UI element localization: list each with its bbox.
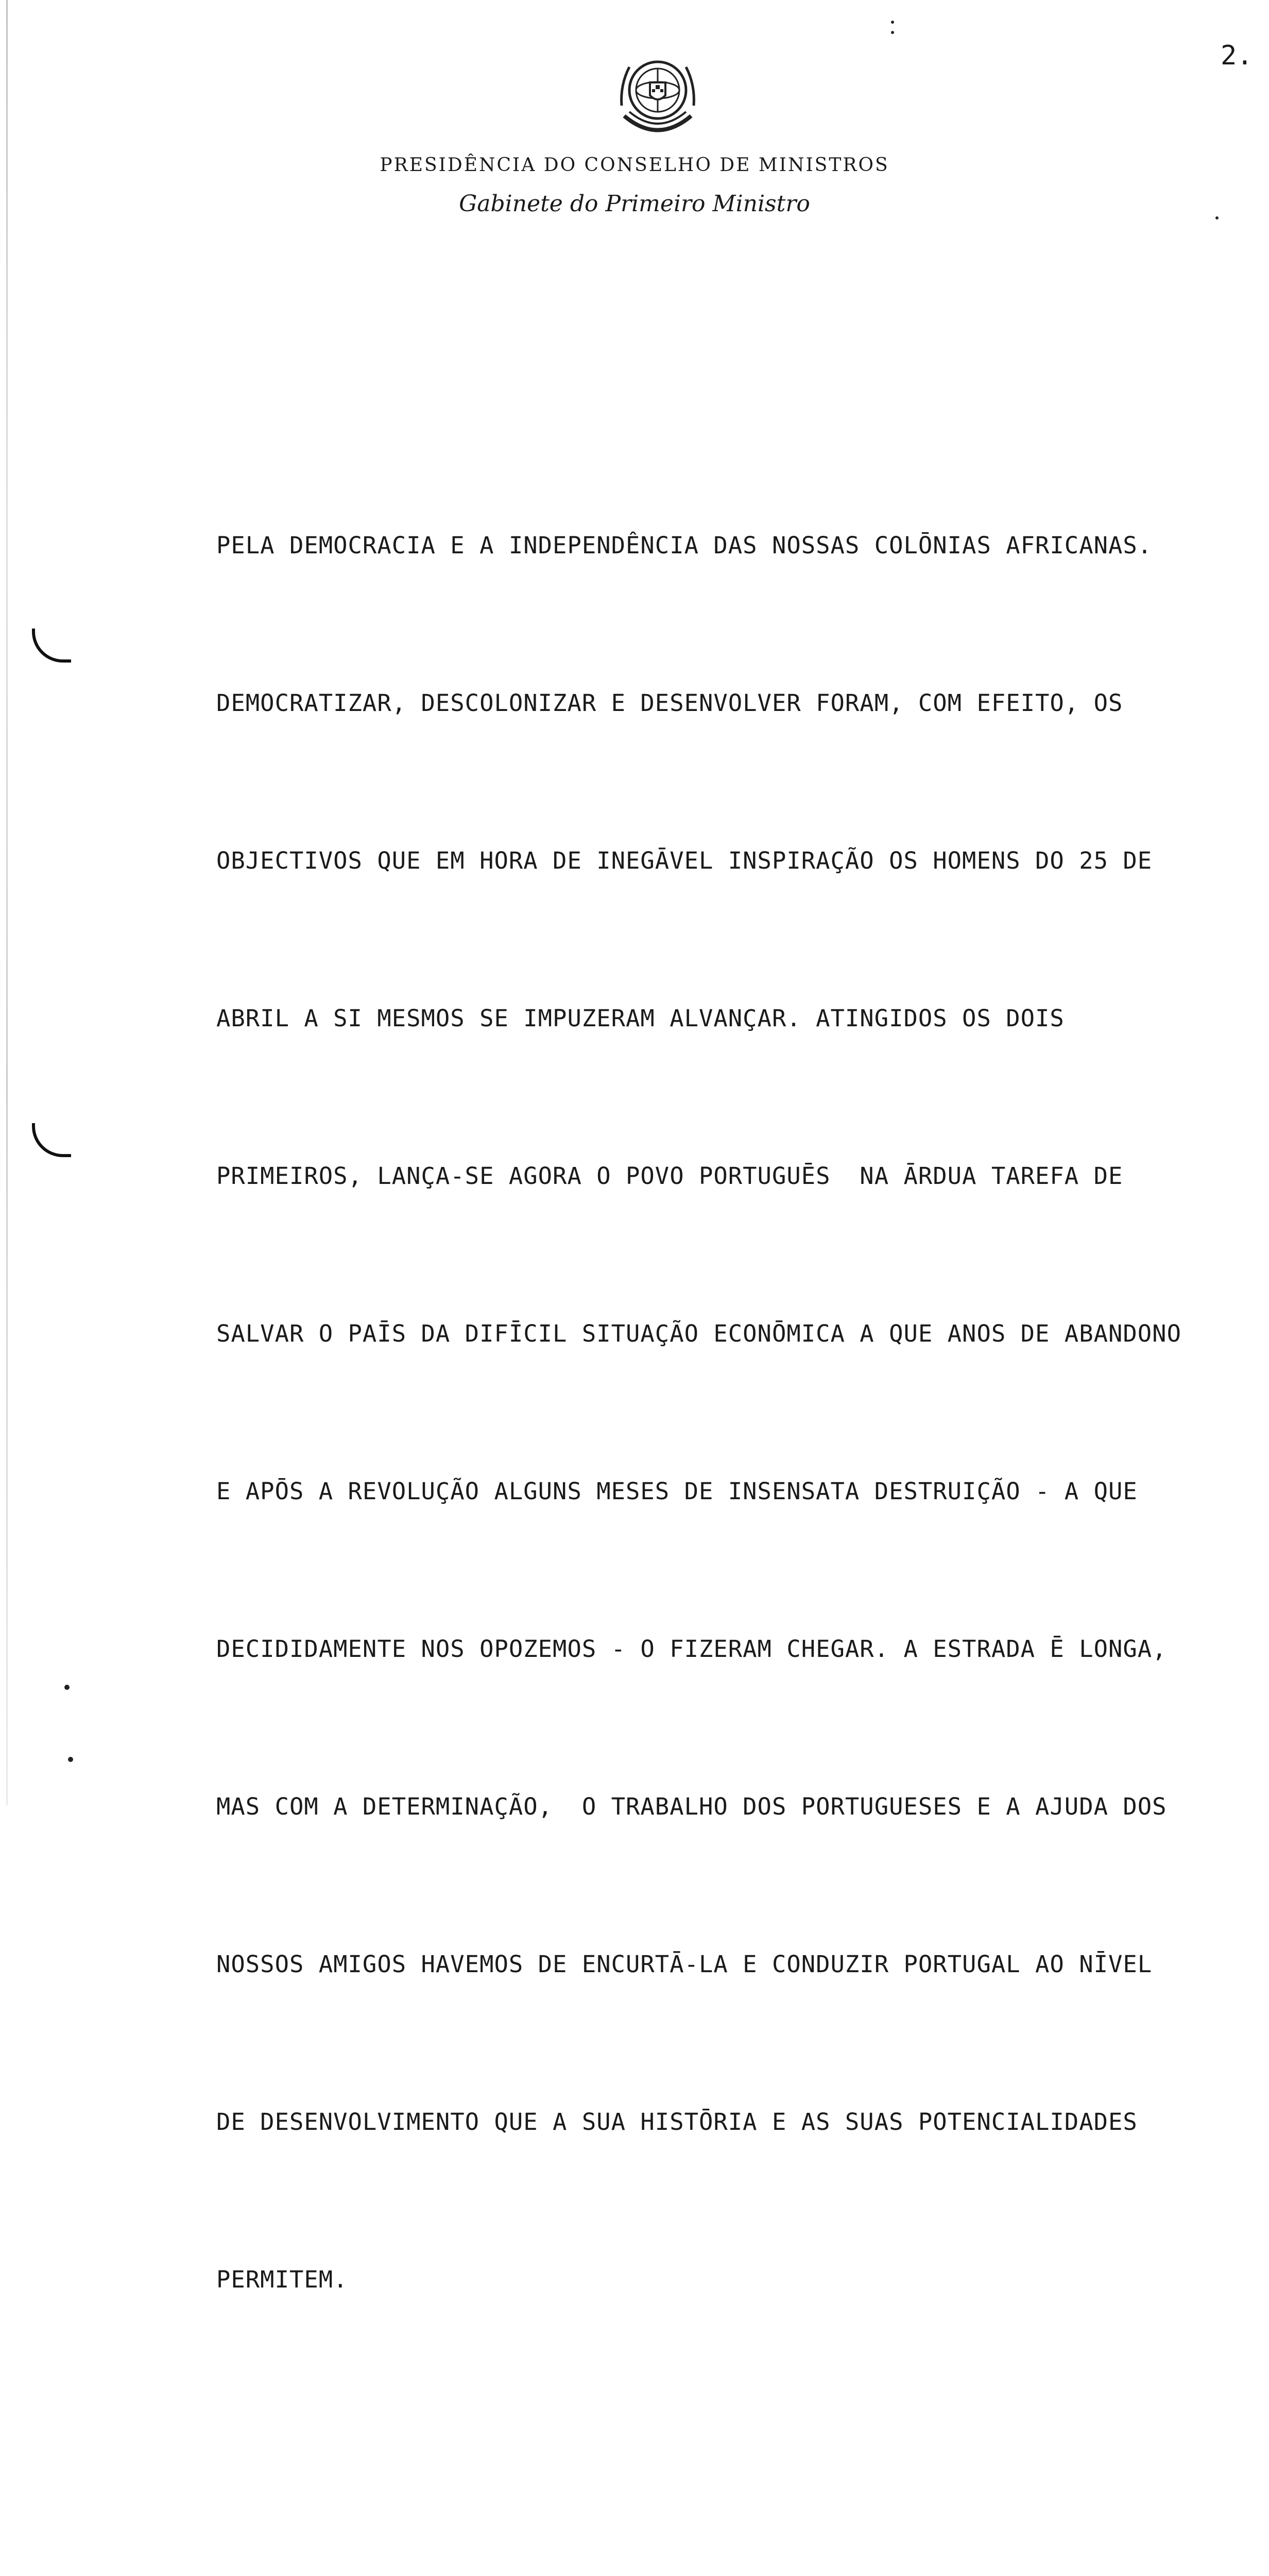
left-margin-edge: [6, 0, 8, 1805]
paragraph-1: [216, 414, 1251, 2411]
text-line: ABRIL A SI MESMOS SE IMPUZERAM ALVANÇAR. ATINGIDOS OS DOIS: [216, 1005, 1065, 1032]
text-line: OBJECTIVOS QUE EM HORA DE INEGĀVEL INSPIRAÇÃO OS HOMENS DO 25 DE: [216, 847, 1153, 874]
text-line: NOSSOS AMIGOS HAVEMOS DE ENCURTĀ-LA E CONDUZIR PORTUGAL AO NĪVEL: [216, 1951, 1153, 1978]
text-line: PELA DEMOCRACIA E A INDEPENDÊNCIA DAS NOSSAS COLŌNIAS AFRICANAS.: [216, 532, 1153, 559]
paragraph-gap: [216, 2516, 1251, 2569]
text-line: DE DESENVOLVIMENTO QUE A SUA HISTŌRIA E AS SUAS POTENCIALIDADES: [216, 2108, 1138, 2136]
coat-of-arms-seal: [614, 54, 701, 144]
speck: [64, 1685, 70, 1690]
header-organization: PRESIDÊNCIA DO CONSELHO DE MINISTROS: [380, 155, 889, 176]
text-line: PRIMEIROS, LANÇA-SE AGORA O POVO PORTUGUĒS NA ĀRDUA TAREFA DE: [216, 1162, 1123, 1190]
text-line: DEMOCRATIZAR, DESCOLONIZAR E DESENVOLVER FORAM, COM EFEITO, OS: [216, 689, 1123, 717]
text-line: PERMITEM.: [216, 2266, 348, 2293]
text-line: MAS COM A DETERMINAÇÃO, O TRABALHO DOS PORTUGUESES E A AJUDA DOS: [216, 1793, 1167, 1820]
document-body: [216, 309, 1251, 2576]
punch-hole-mark: [32, 1123, 71, 1157]
speck: [68, 1757, 73, 1762]
speck: [891, 21, 894, 24]
page-number: 2.: [1221, 40, 1253, 71]
text-line: E APŌS A REVOLUÇÃO ALGUNS MESES DE INSENSATA DESTRUIÇÃO - A QUE: [216, 1478, 1138, 1505]
header-office: Gabinete do Primeiro Ministro: [459, 191, 810, 217]
text-line: DECIDIDAMENTE NOS OPOZEMOS - O FIZERAM CHEGAR. A ESTRADA Ē LONGA,: [216, 1635, 1167, 1663]
text-line: SALVAR O PAĪS DA DIFĪCIL SITUAÇÃO ECONŌMICA A QUE ANOS DE ABANDONO: [216, 1320, 1181, 1347]
punch-hole-mark: [32, 629, 71, 663]
speck: [891, 31, 894, 34]
